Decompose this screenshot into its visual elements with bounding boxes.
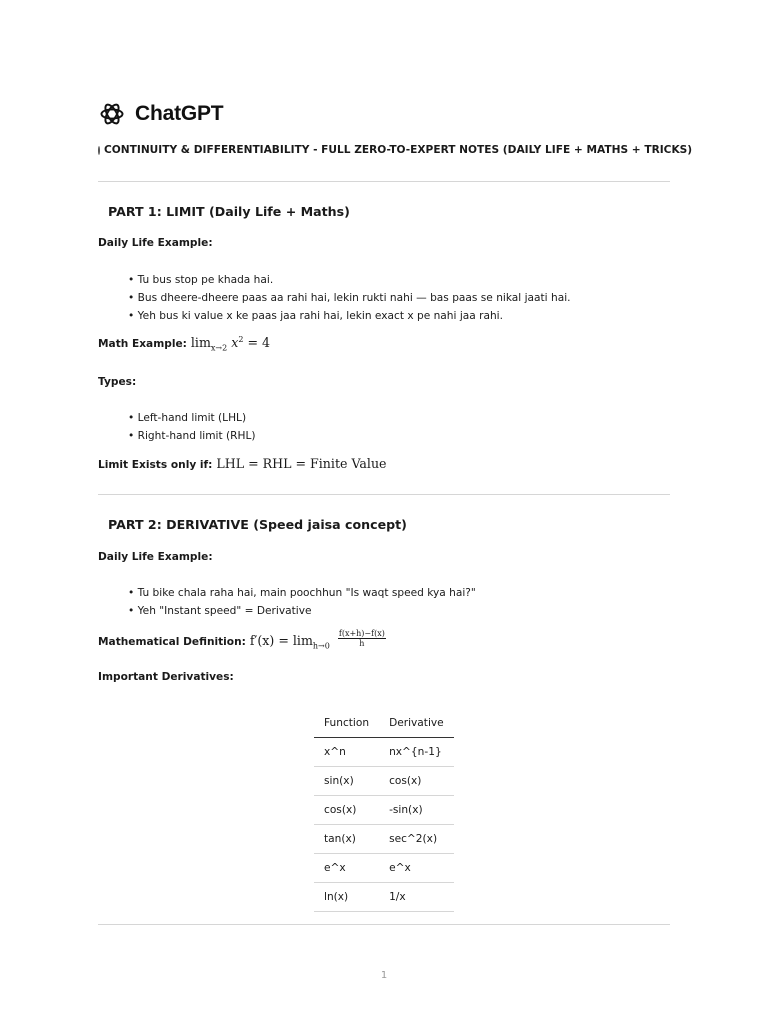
list-item: • Bus dheere-dheere paas aa rahi hai, lekin rukti nahi — bas paas se nikal jaati hai. (128, 292, 571, 304)
table-row (314, 738, 454, 767)
divider (98, 924, 670, 925)
derivative-formula: $f'(x) = \lim_{h\to 0}$ $\frac{f(x+h)-f(x)}{h}$ (249, 629, 385, 651)
table-cell: nx^{n-1} (379, 738, 454, 767)
table-cell: -sin(x) (379, 796, 454, 825)
derivatives-table (314, 709, 454, 912)
list-item: • Yeh "Instant speed" = Derivative (128, 605, 312, 617)
table-row (314, 796, 454, 825)
types-list (128, 409, 256, 445)
table-cell: cos(x) (379, 767, 454, 796)
column-header: Derivative (379, 709, 454, 738)
column-header: Function (314, 709, 379, 738)
brand-header (98, 99, 223, 129)
gray-circle-icon (98, 146, 100, 155)
definition-label: Mathematical Definition: (98, 636, 246, 648)
list-item: • Yeh bus ki value x ke paas jaa rahi hai, lekin exact x pe nahi jaa rahi. (128, 310, 503, 322)
limit-formula: $\lim_{x\to 2} x^2 = 4$ (190, 335, 271, 353)
table-cell: sin(x) (314, 767, 379, 796)
limit-exists-label: Limit Exists only if: (98, 459, 213, 471)
important-derivatives-label: Important Derivatives: (98, 671, 234, 683)
table-row (314, 767, 454, 796)
part2-daily-label: Daily Life Example: (98, 551, 213, 563)
table-row (314, 883, 454, 912)
table-cell: x^n (314, 738, 379, 767)
brand-name: ChatGPT (135, 102, 224, 125)
list-item: • Left-hand limit (LHL) (128, 412, 247, 424)
table-cell: ln(x) (314, 883, 379, 912)
part2-heading: PART 2: DERIVATIVE (Speed jaisa concept) (108, 517, 407, 532)
types-label: Types: (98, 376, 137, 388)
table-row (314, 825, 454, 854)
divider (98, 494, 670, 495)
part1-heading: PART 1: LIMIT (Daily Life + Maths) (108, 204, 350, 219)
table-header-row (314, 709, 454, 738)
limit-exists-condition (98, 456, 387, 471)
math-example-label: Math Example: (98, 338, 187, 351)
list-item: • Right-hand limit (RHL) (128, 430, 256, 442)
part2-daily-list (128, 584, 476, 620)
page-number: 1 (380, 970, 388, 981)
part1-daily-list (128, 271, 571, 325)
list-item: • Tu bus stop pe khada hai. (128, 274, 274, 286)
table-cell: e^x (314, 854, 379, 883)
table-cell: tan(x) (314, 825, 379, 854)
divider (98, 181, 670, 182)
part1-daily-label: Daily Life Example: (98, 237, 213, 249)
table-cell: sec^2(x) (379, 825, 454, 854)
limit-exists-formula: LHL = RHL = Finite Value (216, 456, 387, 471)
table-row (314, 854, 454, 883)
part1-math-example (98, 335, 270, 353)
table-cell: e^x (379, 854, 454, 883)
document-title-text: CONTINUITY & DIFFERENTIABILITY - FULL ZERO-TO-EXPERT NOTES (DAILY LIFE + MATHS + TRICKS) (104, 144, 693, 156)
table-cell: cos(x) (314, 796, 379, 825)
list-item: • Tu bike chala raha hai, main poochhun "Is waqt speed kya hai?" (128, 587, 476, 599)
document-title (98, 144, 693, 156)
openai-logo-icon (98, 100, 126, 128)
derivative-definition (98, 629, 386, 651)
table-cell: 1/x (379, 883, 454, 912)
